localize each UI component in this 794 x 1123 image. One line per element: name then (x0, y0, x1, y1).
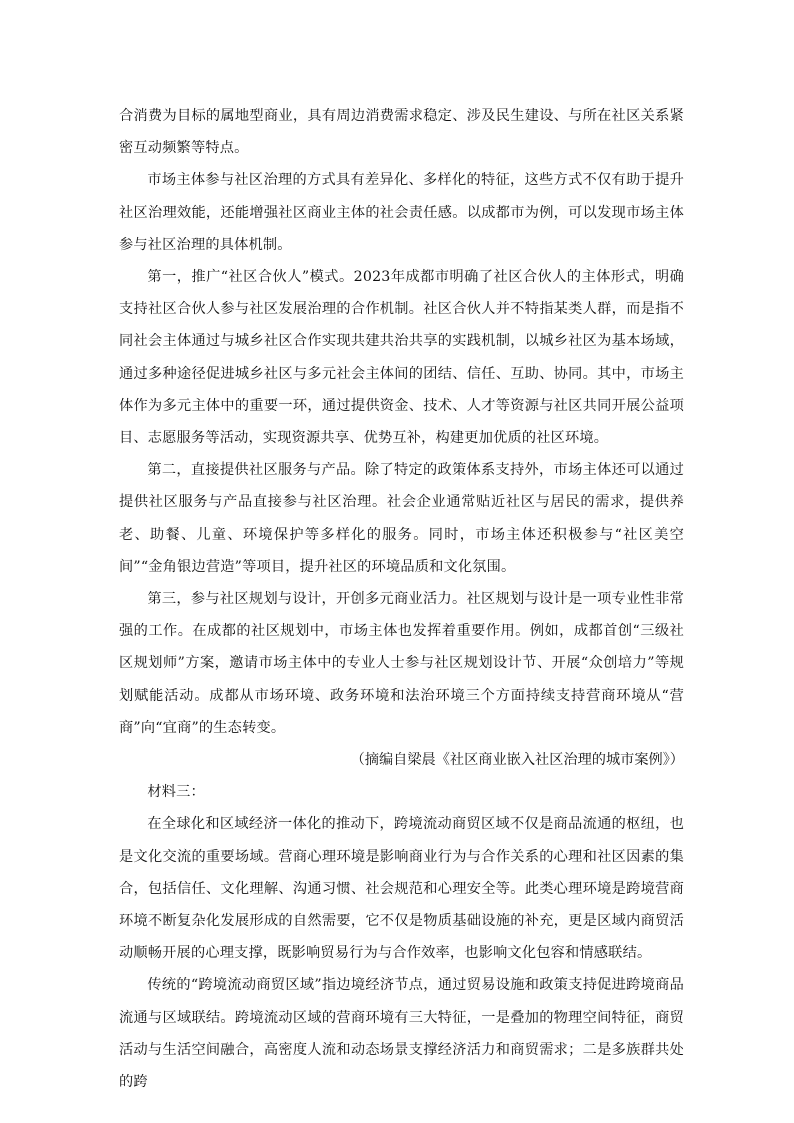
paragraph-first-point: 第一，推广“社区合伙人”模式。2023年成都市明确了社区合伙人的主体形式，明确支持社区合伙人参与社区发展治理的合作机制。社区合伙人并不特指某类人群，而是指不同社会主体通过与城乡社区合作实现共建共治共享的实践机制，以城乡社区为基本场域，通过多种途径促进城乡社区与多元社会主体间的团结、信任、互助、协同。其中，市场主体作为多元主体中的重要一环，通过提供资金、技术、人才等资源与社区共同开展公益项目、志愿服务等活动，实现资源共享、优势互补，构建更加优质的社区环境。 (119, 269, 684, 447)
paragraph-cross-border-traits: 传统的“跨境流动商贸区域”指边境经济节点，通过贸易设施和政策支持促进跨境商品流通与区域联结。跨境流动区域的营商环境有三大特征，一是叠加的物理空间特征，商贸活动与生活空间融合，高密度人流和动态场景支撑经济活力和商贸需求；二是多族群共处的跨 (119, 977, 684, 1091)
paragraph-market-participation: 市场主体参与社区治理的方式具有差异化、多样化的特征，这些方式不仅有助于提升社区治理效能，还能增强社区商业主体的社会责任感。以成都市为例，可以发现市场主体参与社区治理的具体机制。 (119, 172, 684, 253)
paragraph-continuation: 合消费为目标的属地型商业，具有周边消费需求稳定、涉及民生建设、与所在社区关系紧密互动频繁等特点。 (119, 108, 684, 157)
paragraph-third-point: 第三，参与社区规划与设计，开创多元商业活力。社区规划与设计是一项专业性非常强的工作。在成都的社区规划中，市场主体也发挥着重要作用。例如，成都首创“三级社区规划师”方案，邀请市场主体中的专业人士参与社区规划设计节、开展“众创培力”等规划赋能活动。成都从市场环境、政务环境和法治环境三个方面持续支持营商环境从“营商”向“宜商”的生态转变。 (119, 591, 684, 736)
paragraph-material-three-intro: 在全球化和区域经济一体化的推动下，跨境流动商贸区域不仅是商品流通的枢纽，也是文化交流的重要场域。营商心理环境是影响商业行为与合作关系的心理和社区因素的集合，包括信任、文化理解、沟通习惯、社会规范和心理安全等。此类心理环境是跨境营商环境不断复杂化发展形成的自然需要，它不仅是物质基础设施的补充，更是区域内商贸活动顺畅开展的心理支撑，既影响贸易行为与合作效率，也影响文化包容和情感联结。 (119, 816, 684, 962)
document-body (119, 100, 684, 1098)
material-label: 材料三： (147, 784, 205, 801)
paragraph-second-point: 第二，直接提供社区服务与产品。除了特定的政策体系支持外，市场主体还可以通过提供社区服务与产品直接参与社区治理。社会企业通常贴近社区与居民的需求，提供养老、助餐、儿童、环境保护等多样化的服务。同时，市场主体还积极参与“社区美空间”“金角银边营造”等项目，提升社区的环境品质和文化氛围。 (119, 462, 684, 575)
source-citation: （摘编自梁晨《社区商业嵌入社区治理的城市案例》） (350, 752, 684, 769)
